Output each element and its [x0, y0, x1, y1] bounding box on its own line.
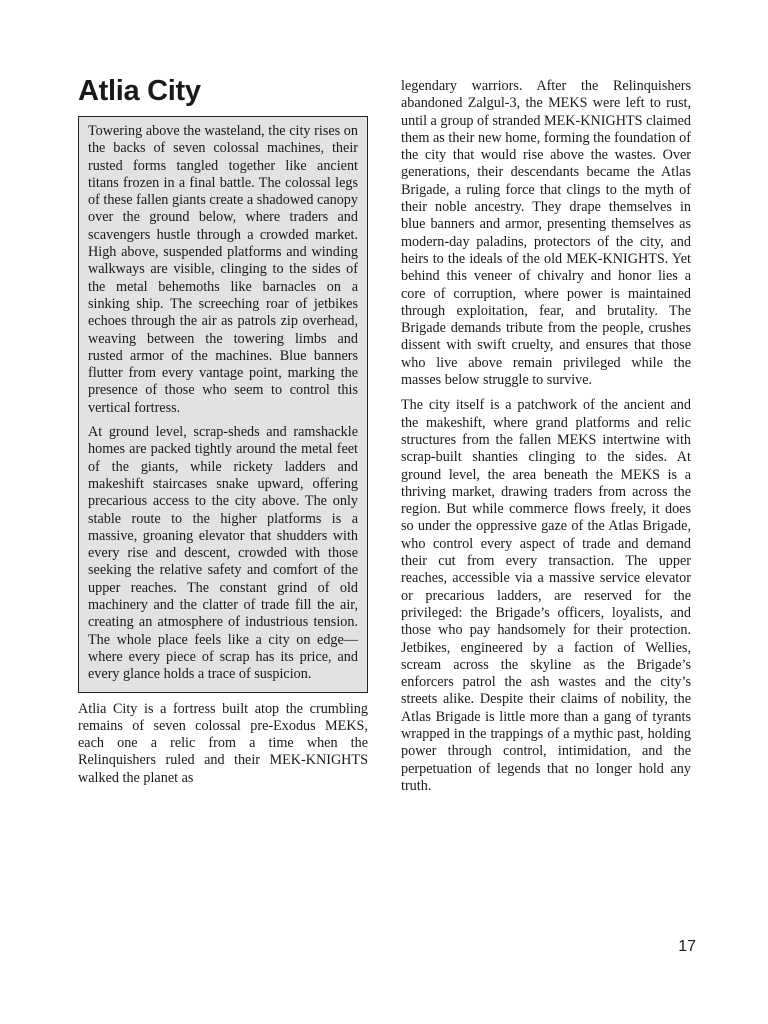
sidebar-box — [78, 116, 368, 693]
sidebar-paragraph: Towering above the wasteland, the city rises on the backs of seven colossal machines, their rusted forms tangled together like ancient titans frozen in a final battle. The colossal legs of these fallen giants create a shadowed canopy over the ground below, where traders and scavengers hustle through a crowded market. High above, suspended platforms and winding walkways are visible, clinging to the sides of the metal behemoths like barnacles on a sinking ship. The screeching roar of jetbikes echoes through the air as patrols zip overhead, weaving between the towering limbs and rusted armor of the machines. Blue banners flutter from every vantage point, marking the presence of those who seem to control this vertical fortress. — [88, 123, 358, 416]
left-column — [78, 74, 368, 787]
right-column — [401, 78, 691, 795]
page-title: Atlia City — [78, 75, 201, 107]
page-number: 17 — [678, 938, 696, 955]
body-paragraph-right-2: The city itself is a patchwork of the ancient and the makeshift, where grand platforms and relic structures from the fallen MEKS intertwine with scrap-built shanties clinging to the sides. At ground level, the area beneath the MEKS is a thriving market, drawing traders from across the region. But while commerce flows freely, it does so under the oppressive gaze of the Atlas Brigade, who control every aspect of trade and demand their cut from every transaction. The upper reaches, accessible via a massive service elevator or precarious ladders, are reserved for the privileged: the Brigade’s officers, loyalists, and those who pay handsomely for their protection. Jetbikes, engineered by a faction of Wellies, scream across the skyline as the Brigade’s enforcers patrol the ash wastes and the city’s streets alike. Despite their claims of nobility, the Atlas Brigade is little more than a gang of tyrants wrapped in the trappings of a mythic past, holding power through control, intimidation, and the perpetuation of legends that no longer hold any truth. — [401, 397, 691, 794]
body-paragraph-right-1: legendary warriors. After the Relinquishers abandoned Zalgul-3, the MEKS were left to rust, until a group of stranded MEK-KNIGHTS claimed them as their new home, forming the foundation of the city that would rise above the wastes. Over generations, their descendants became the Atlas Brigade, a ruling force that clings to the myth of their noble ancestry. They drape themselves in blue banners and armor, presenting themselves as modern-day paladins, protectors of the city, and heirs to the ideals of the old MEK-KNIGHTS. Yet behind this veneer of chivalry and honor lies a core of corruption, where power is maintained through exploitation, fear, and brutality. The Brigade demands tribute from the people, crushes dissent with swift cruelty, and ensures that those who live above remain privileged while the masses below struggle to survive. — [401, 78, 691, 389]
body-paragraph-left: Atlia City is a fortress built atop the crumbling remains of seven colossal pre-Exodus MEKS, each one a relic from a time when the Relinquishers ruled and their MEK-KNIGHTS walked the planet as — [78, 700, 368, 786]
sidebar-paragraph: At ground level, scrap-sheds and ramshackle homes are packed tightly around the metal feet of the giants, while rickety ladders and makeshift staircases snake upward, offering precarious access to the city above. The only stable route to the higher platforms is a massive, groaning elevator that shudders with every rise and descent, crowded with those seeking the relative safety and comfort of the upper reaches. The constant grind of old machinery and the clatter of trade fill the air, creating an atmosphere of industrious tension. The whole place feels like a city on edge—where every piece of scrap has its price, and every glance holds a trace of suspicion. — [88, 424, 358, 683]
